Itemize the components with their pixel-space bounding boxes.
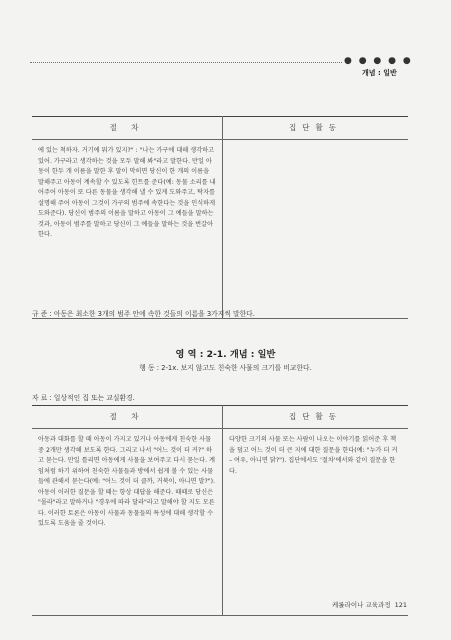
criterion-text: 규 준 : 아동은 최소한 3개의 범주 안에 속한 것들의 이름을 3가지씩 말한다. bbox=[32, 310, 255, 318]
materials-text: 자 료 : 일상적인 집 또는 교실환경. bbox=[32, 394, 135, 402]
header-dotted-rule bbox=[30, 62, 342, 63]
procedure-table-2 bbox=[32, 405, 408, 616]
table2-procedure-cell: 아동과 대화를 할 때 아동이 가지고 있거나 아동에게 친숙한 사물중 2개만 생각해 보도록 한다. 그리고 나서 "어느 것이 더 커?" 하고 묻는다. 만일 틀리면 아동에게 사물을 보여주고 다시 묻는다. 계임처럼 하기 위하여 친숙한 사물들과 방에서 쉽게 볼 수 있는 사물들에 관해서 묻는다(예: "어느 것이 더 클까, 거북이, 아니면 말?"). 아동이 이러한 질문을 할 때는 항상 대답을 해준다. 때때로 당신은 "몰라"라고 말하거나 "경우에 따라 달라"라고 말해야 할 지도 모른다. 이러한 토론은 아동이 사물과 동물들의 특성에 대해 생각할 수 있도록 도움을 줄 것이다. bbox=[32, 429, 223, 616]
footer-book-title: 케롤라이나 교육과정 bbox=[332, 601, 391, 609]
header-dots: ● ● ● ● ● bbox=[344, 56, 413, 66]
behavior-text: 행 동 : 2-1x. 보지 않고도 친숙한 사물의 크기를 비교한다. bbox=[139, 364, 312, 372]
table2-group-header: 집단활동 bbox=[223, 406, 409, 429]
table1-procedure-cell: 에 있는 척하자. 거기에 뭐가 있지?" : "나는 가구에 대해 생각하고 있어. 가구라고 생각하는 것을 모두 말해 봐"라고 말한다. 만일 아동이 한두 개 이름을 말한 후 말이 막히면 당신이 한 개의 이름을 말해주고 아동이 계속할 수 있도록 힌트를 준다(예: 동물 소리를 내어주어 아동이 또 다른 동물을 생각해 낼 수 있게 도와주고, 탁자를 설명해 주어 아동이 그것이 가구의 범주에 속한다는 것을 인식하게 도와준다). 당신이 범주의 이름을 말하고 아동이 그 예들을 말하는 것과, 아동이 범주를 말하고 당신이 그 예들을 말하는 것을 번갈아 한다. bbox=[32, 140, 223, 319]
section-title: 영 역 : 2-1. 개념 : 일반 bbox=[175, 349, 276, 360]
table2-procedure-header: 절 차 bbox=[32, 406, 223, 429]
table1-group-cell bbox=[223, 140, 409, 319]
procedure-table-1 bbox=[32, 116, 408, 319]
footer-page-number: 121 bbox=[394, 601, 407, 609]
table1-procedure-header: 절 차 bbox=[32, 117, 223, 140]
page-footer bbox=[332, 600, 407, 609]
table1-group-header: 집단활동 bbox=[223, 117, 409, 140]
header-concept-label: 개념 : 일반 bbox=[362, 69, 397, 77]
table2-group-cell: 다양한 크기의 사물 또는 사람이 나오는 이야기를 읽어준 후 책을 덮고 어느 것이 더 큰 지에 대한 질문을 한다(예: "누가 더 커 – 여우, 아니면 닭?"). 집단에서도 '절차'에서와 같이 질문을 한다. bbox=[223, 429, 409, 616]
